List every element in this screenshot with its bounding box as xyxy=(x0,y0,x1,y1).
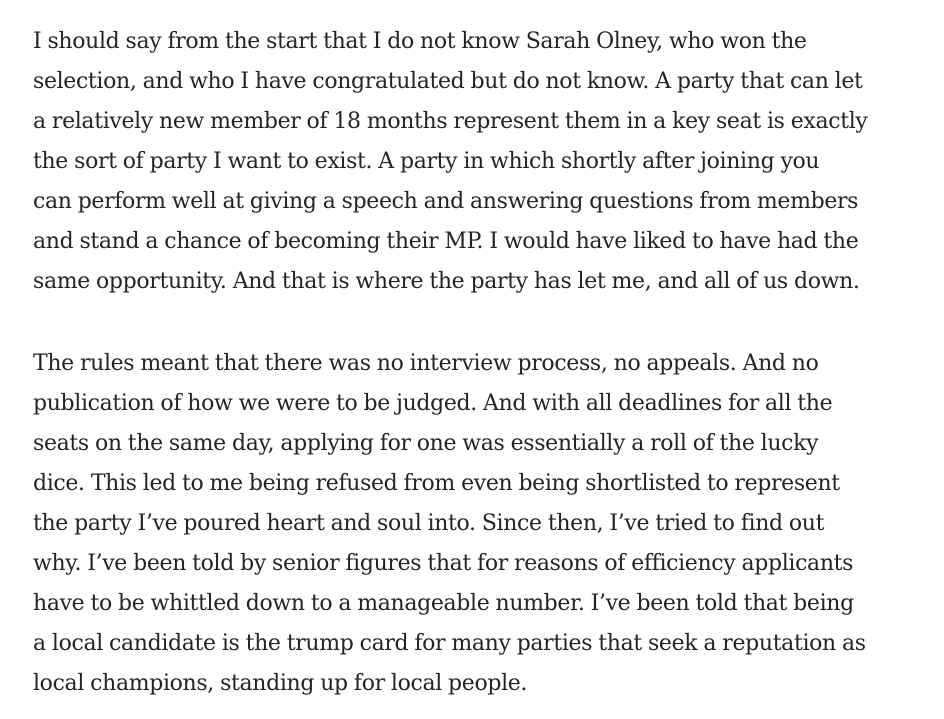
text-line: a local candidate is the trump card for many parties that seek a reputation as xyxy=(33,631,866,656)
paragraph xyxy=(33,344,913,704)
text-line: dice. This led to me being refused from even being shortlisted to represent xyxy=(33,471,840,496)
text-line: have to be whittled down to a manageable number. I’ve been told that being xyxy=(33,591,854,616)
text-line: and stand a chance of becoming their MP. I would have liked to have had the xyxy=(33,229,859,254)
text-line: a relatively new member of 18 months represent them in a key seat is exactly xyxy=(33,109,868,134)
text-line: local champions, standing up for local people. xyxy=(33,671,528,696)
paragraph xyxy=(33,22,913,302)
text-line: publication of how we were to be judged. And with all deadlines for all the xyxy=(33,391,833,416)
text-line: why. I’ve been told by senior figures that for reasons of efficiency applicants xyxy=(33,551,854,576)
text-line: same opportunity. And that is where the party has let me, and all of us down. xyxy=(33,269,860,294)
text-line: I should say from the start that I do not know Sarah Olney, who won the xyxy=(33,29,807,54)
article-body xyxy=(33,22,913,704)
text-line: can perform well at giving a speech and answering questions from members xyxy=(33,189,859,214)
text-line: the sort of party I want to exist. A party in which shortly after joining you xyxy=(33,149,820,174)
text-line: The rules meant that there was no interview process, no appeals. And no xyxy=(33,351,819,376)
text-line: the party I’ve poured heart and soul into. Since then, I’ve tried to find out xyxy=(33,511,825,536)
text-line: seats on the same day, applying for one was essentially a roll of the lucky xyxy=(33,431,819,456)
text-line: selection, and who I have congratulated but do not know. A party that can let xyxy=(33,69,863,94)
